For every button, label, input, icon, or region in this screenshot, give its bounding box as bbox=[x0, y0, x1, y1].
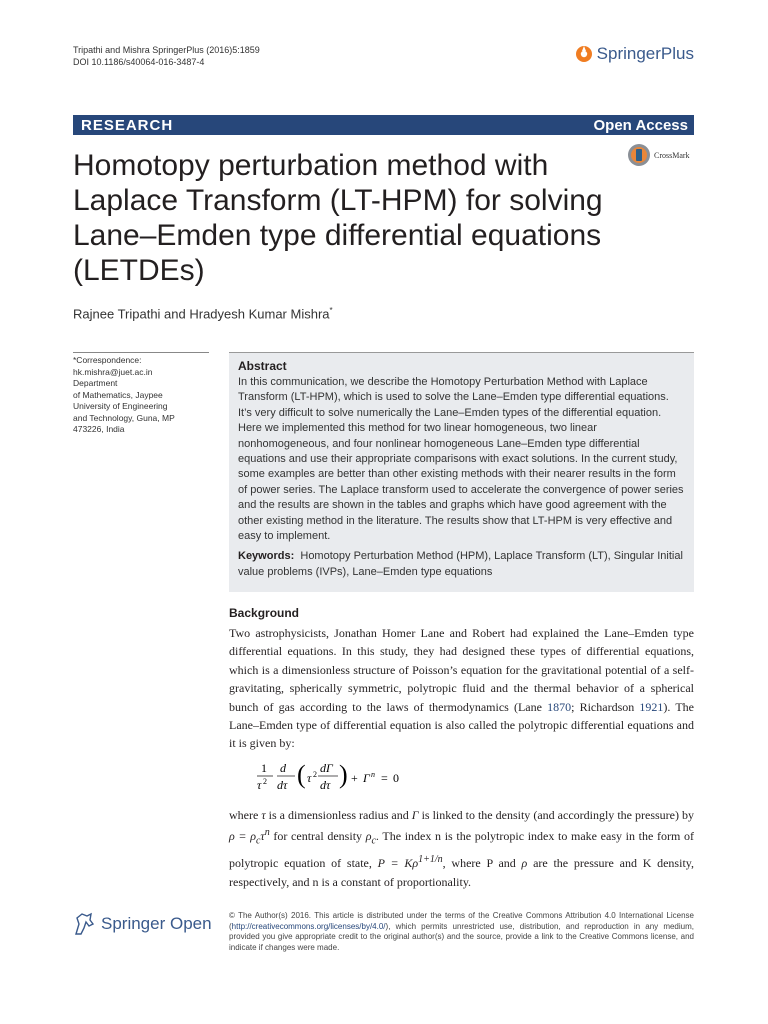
svg-text:2: 2 bbox=[263, 777, 267, 786]
svg-text:d: d bbox=[280, 761, 286, 775]
springer-horse-icon bbox=[73, 912, 95, 936]
correspondence-email[interactable]: hk.mishra@juet.ac.in bbox=[73, 366, 153, 377]
author-mark: * bbox=[329, 306, 333, 315]
license-text-a: © The Author(s) 2016. This article is distributed under the terms of the Creative Commons Attribution 4.0 International License ( bbox=[229, 911, 694, 931]
keywords-label: Keywords: bbox=[238, 550, 295, 563]
article-title: Homotopy perturbation method with Laplace Transform (LT-HPM) for solving Lane–Emden type differential equations (LETDEs) bbox=[73, 149, 603, 287]
affiliation-line: of Mathematics, Jaypee bbox=[73, 389, 163, 400]
ref-richardson-1921[interactable]: 1921 bbox=[639, 699, 664, 714]
svg-text:(: ( bbox=[297, 760, 306, 789]
svg-text:+: + bbox=[351, 771, 358, 785]
citation-line bbox=[73, 44, 260, 56]
symbol-rho: ρ bbox=[521, 856, 528, 871]
svg-text:n: n bbox=[371, 770, 375, 779]
svg-text:dτ: dτ bbox=[277, 778, 288, 792]
affiliation-line: Department bbox=[73, 378, 118, 388]
ref-lane-1870[interactable]: 1870 bbox=[547, 699, 572, 714]
equation-graphic bbox=[257, 760, 427, 796]
license-notice bbox=[229, 911, 694, 953]
para2-text-f: , where P and bbox=[442, 856, 522, 871]
section-banner bbox=[73, 115, 694, 135]
author-names: Rajnee Tripathi and Hradyesh Kumar Mishra bbox=[73, 306, 330, 322]
symbol-gamma: Γ bbox=[411, 808, 419, 822]
para2-text-a: where bbox=[229, 808, 262, 822]
svg-text:τ: τ bbox=[307, 771, 312, 785]
journal-suffix: Plus bbox=[660, 44, 694, 63]
svg-text:dτ: dτ bbox=[320, 778, 331, 792]
background-paragraph-1 bbox=[229, 624, 694, 753]
svg-text:=: = bbox=[381, 771, 388, 785]
abstract-heading: Abstract bbox=[238, 359, 287, 373]
para2-text-b: is a dimensionless radius and bbox=[265, 808, 412, 822]
author-list bbox=[73, 306, 333, 321]
background-paragraph-2 bbox=[229, 806, 694, 891]
affiliation-line: University of Engineering bbox=[73, 401, 168, 411]
license-text-b: ), which permits unrestricted use, distribution, and reproduction in any medium, provided you give appropriate credit to the original author(s) and the source, provide a link to the Creative Commons license, and indicate if changes were made. bbox=[229, 921, 694, 952]
svg-text:1: 1 bbox=[261, 761, 267, 775]
citation-text: Tripathi and Mishra SpringerPlus (2016)5:1859 bbox=[73, 45, 260, 55]
correspondence-label: *Correspondence: bbox=[73, 355, 142, 365]
svg-text:τ: τ bbox=[257, 778, 262, 792]
para2-text-g: are the pressure and K density, respectively, and n is a constant of proportionality. bbox=[229, 856, 694, 889]
sidebar-divider bbox=[73, 352, 209, 353]
springer-logo-icon bbox=[575, 45, 593, 63]
svg-text:Γ: Γ bbox=[363, 771, 370, 785]
para1-text-b: ; Richardson bbox=[571, 699, 640, 714]
keywords-line bbox=[238, 549, 684, 580]
symbol-state-equation: $P = K\rho^{1+1/n}$ bbox=[377, 854, 443, 871]
springeropen-suffix: Open bbox=[170, 914, 212, 933]
svg-text:): ) bbox=[339, 760, 348, 789]
svg-text:2: 2 bbox=[313, 770, 317, 779]
para2-text-d: for central density bbox=[269, 829, 366, 844]
symbol-rho-c: $\rho_c$ bbox=[365, 829, 376, 847]
springerplus-logo[interactable] bbox=[575, 44, 694, 64]
doi-line[interactable] bbox=[73, 56, 204, 68]
symbol-rho-relation: $\rho = \rho_c\tau^n$ bbox=[229, 827, 270, 847]
symbol-tau: τ bbox=[261, 808, 266, 822]
open-access-label[interactable]: Open Access bbox=[593, 116, 688, 134]
section-label: RESEARCH bbox=[81, 116, 174, 134]
lane-emden-equation bbox=[257, 760, 427, 800]
license-link[interactable]: http://creativecommons.org/licenses/by/4.0/ bbox=[231, 921, 386, 931]
abstract-text: In this communication, we describe the Homotopy Perturbation Method with Laplace Transform (LT-HPM), which is used to solve the Lane–Emden type differential equations. It’s very difficult to solve numerically the Lane–Emden types of the differential equation. Here we implemented this method for two linear homogeneous, two linear nonhomogeneous, and four nonlinear homogeneous Lane–Emden type differential equations and use their appropriate comparisons with exact solutions. In the current study, some examples are better than other existing methods with their nearer results in the form of power series. The Laplace transform used to accelerate the convergence of power series and the results are shown in the tables and graphs which have good agreement with the other existing method in the literature. The results show that LT-HPM is very effective and easy to implement. bbox=[238, 376, 684, 543]
correspondence-block bbox=[73, 355, 209, 436]
springeropen-brand: Springer Open bbox=[101, 914, 212, 933]
svg-text:0: 0 bbox=[393, 771, 399, 785]
doi-text: DOI 10.1186/s40064-016-3487-4 bbox=[73, 57, 205, 67]
springeropen-logo[interactable] bbox=[73, 912, 212, 936]
affiliation-line: 473226, India bbox=[73, 424, 125, 434]
affiliation-line: and Technology, Guna, MP bbox=[73, 412, 175, 423]
background-heading: Background bbox=[229, 606, 300, 620]
journal-brand: SpringerPlus bbox=[596, 44, 694, 63]
para1-text-a: Two astrophysicists, Jonathan Homer Lane and Robert had explained the Lane–Emden type differential equations. In this study, they had designed these types of differential equations, which is a dimensionless structure of Poisson’s equation for the gravitational potential of a self-gravitating, spherically symmetric, polytropic fluid and the thermal behavior of a spherical bunch of gas according to the laws of thermodynamics (Lane bbox=[229, 626, 694, 714]
para2-text-e: . The index n is the polytropic index to make easy in the form of polytropic equation of state, bbox=[229, 829, 694, 871]
keywords-text: Homotopy Perturbation Method (HPM), Laplace Transform (LT), Singular Initial value problems (IVPs), Lane–Emden type equations bbox=[238, 550, 683, 578]
para2-text-c: is linked to the density (and accordingly the pressure) by bbox=[418, 808, 694, 822]
para1-text-c: ). The Lane–Emden type of differential equation is also called the polytropic differential equations and it is given by: bbox=[229, 699, 694, 751]
abstract-box bbox=[229, 352, 694, 592]
svg-text:dΓ: dΓ bbox=[320, 761, 333, 775]
crossmark-label: CrossMark bbox=[654, 150, 690, 160]
